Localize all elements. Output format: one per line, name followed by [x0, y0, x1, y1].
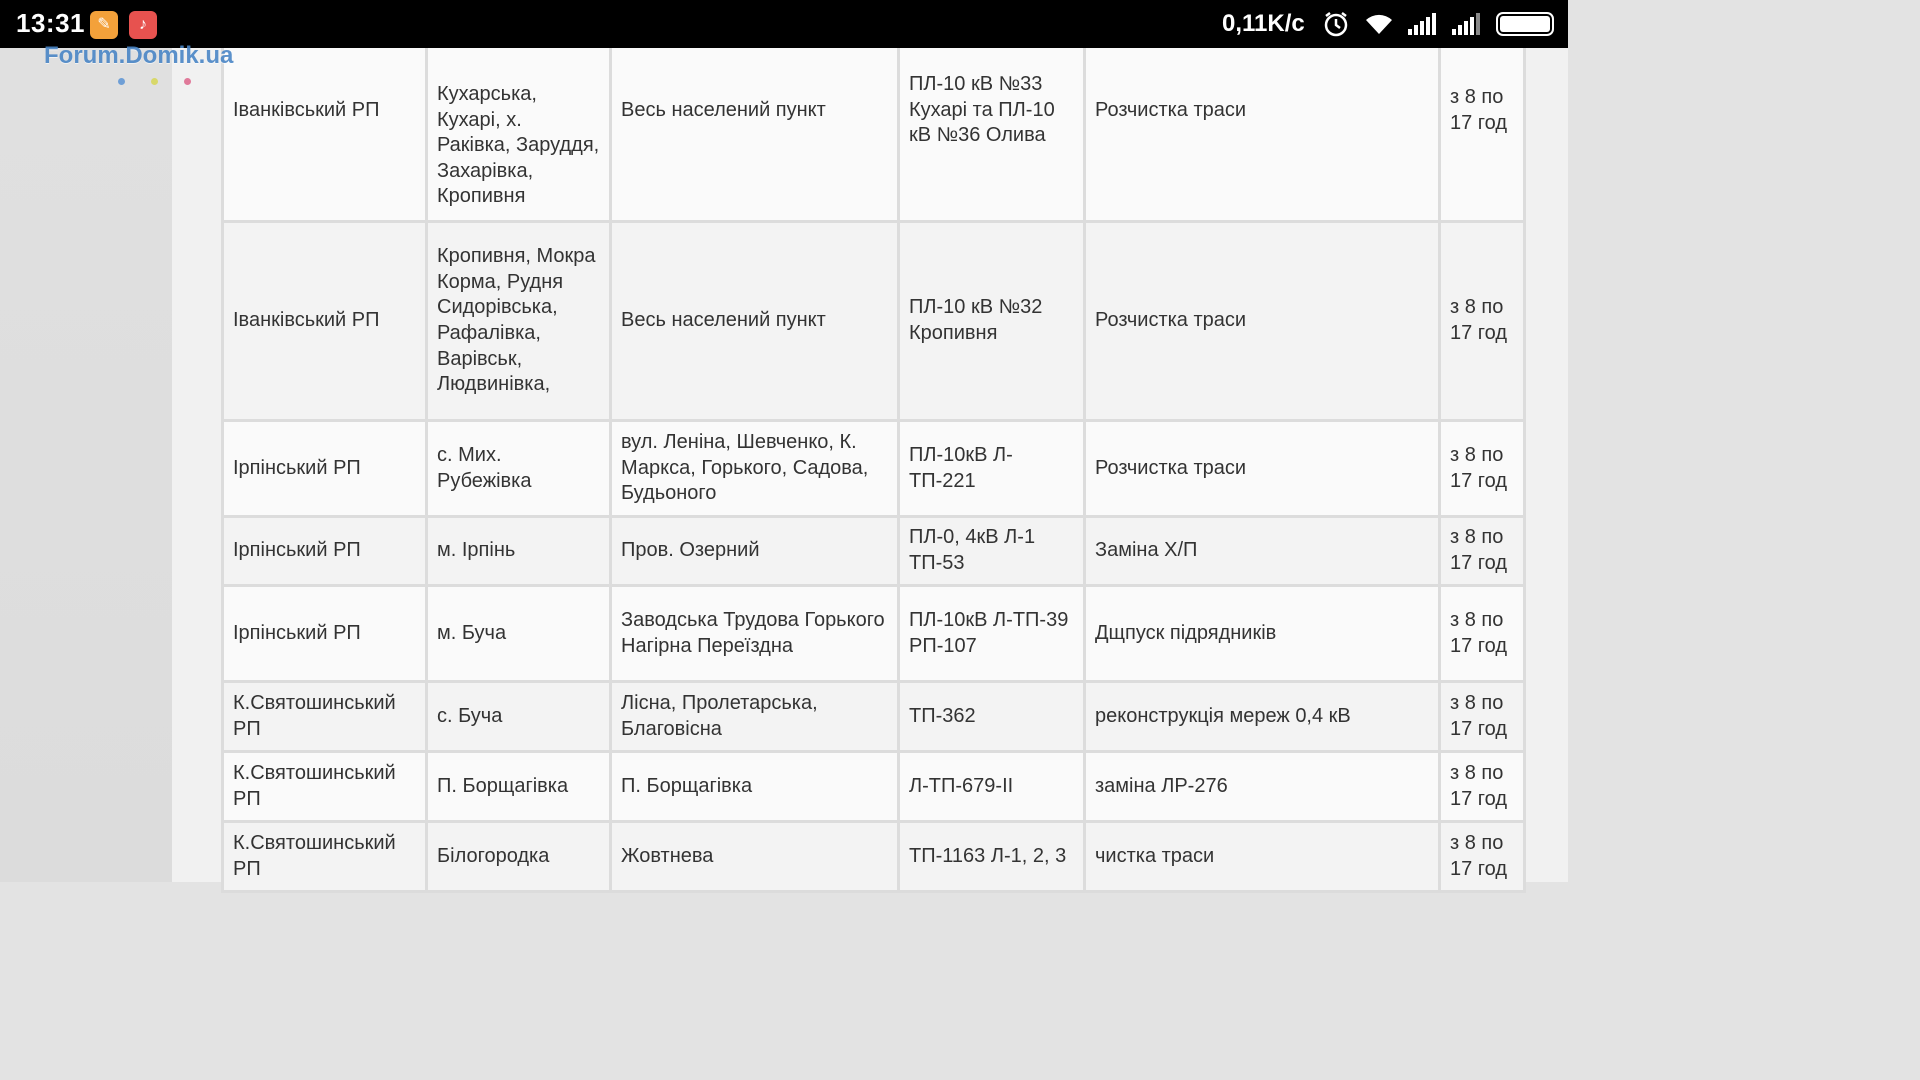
table-cell-streets: Пров. Озерний: [612, 518, 897, 584]
watermark-dots: [118, 72, 217, 90]
table-cell-line: ПЛ-10кВ Л-ТП-221: [900, 422, 1083, 515]
table-cell-settlement: Білогородка: [428, 823, 609, 890]
signal-icon: [1452, 13, 1484, 40]
table-cell-time: з 8 по 17 год: [1441, 518, 1523, 584]
table-cell-time: з 8 по 17 год: [1441, 223, 1523, 419]
table-cell-district: Ірпінський РП: [224, 422, 425, 515]
signal-icon: [1408, 13, 1440, 40]
table-row: [224, 518, 1523, 584]
table-cell-time: з 8 по 17 год: [1441, 753, 1523, 820]
table-cell-line: ПЛ-10 кВ №33 Кухарі та ПЛ-10 кВ №36 Олива: [900, 1, 1083, 220]
network-speed: 0,11K/c: [1222, 10, 1305, 37]
table-cell-work: Розчистка траси: [1086, 422, 1438, 515]
table-cell-streets: Жовтнева: [612, 823, 897, 890]
table-cell-district: К.Святошинський РП: [224, 823, 425, 890]
watermark-logo: Forum.Domik.ua: [44, 42, 234, 69]
table-cell-line: ПЛ-10кВ Л-ТП-39 РП-107: [900, 587, 1083, 680]
table-cell-settlement: с. Буча: [428, 683, 609, 750]
table-cell-settlement: м. Буча: [428, 587, 609, 680]
table-row: [224, 823, 1523, 890]
watermark-dot: [151, 78, 158, 85]
table-row: [224, 223, 1523, 419]
table-row: [224, 422, 1523, 515]
table-cell-streets: Весь населений пункт: [612, 223, 897, 419]
table-cell-streets: Весь населений пункт: [612, 1, 897, 220]
app-notification-icon: ♪: [129, 11, 157, 39]
table-cell-streets: вул. Леніна, Шевченко, К. Маркса, Горького, Садова, Будьоного: [612, 422, 897, 515]
alarm-icon: [1322, 10, 1350, 43]
table-cell-line: ПЛ-10 кВ №32 Кропивня: [900, 223, 1083, 419]
table-cell-settlement: с. Мих. Рубежівка: [428, 422, 609, 515]
table-cell-work: чистка траси: [1086, 823, 1438, 890]
table-row: [224, 753, 1523, 820]
watermark-dot: [118, 78, 125, 85]
app-notification-icon: ✎: [90, 11, 118, 39]
table-cell-work: Розчистка траси: [1086, 1, 1438, 220]
table-cell-district: К.Святошинський РП: [224, 753, 425, 820]
table-row: [224, 587, 1523, 680]
table-cell-work: Заміна Х/П: [1086, 518, 1438, 584]
table-cell-work: заміна ЛР-276: [1086, 753, 1438, 820]
table-cell-line: ПЛ-0, 4кВ Л-1 ТП-53: [900, 518, 1083, 584]
table-cell-district: Ірпінський РП: [224, 587, 425, 680]
table-cell-time: з 8 по 17 год: [1441, 1, 1523, 220]
table-cell-time: з 8 по 17 год: [1441, 823, 1523, 890]
table-cell-settlement: Кухарська, Кухарі, х. Ракiвка, Заруддя, Захарівка, Кропивня: [428, 1, 609, 220]
table-cell-streets: Лісна, Пролетарська, Благовісна: [612, 683, 897, 750]
table-cell-line: ТП-1163 Л-1, 2, 3: [900, 823, 1083, 890]
table-cell-district: Ірпінський РП: [224, 518, 425, 584]
table-cell-work: реконструкція мереж 0,4 кВ: [1086, 683, 1438, 750]
status-bar: [0, 0, 1568, 48]
left-gutter: [0, 48, 172, 882]
watermark-dot: [184, 78, 191, 85]
table-cell-time: з 8 по 17 год: [1441, 683, 1523, 750]
outage-schedule-table: [221, 0, 1526, 893]
battery-icon: [1496, 12, 1554, 36]
table-cell-district: К.Святошинський РП: [224, 683, 425, 750]
table-cell-time: з 8 по 17 год: [1441, 422, 1523, 515]
table-cell-streets: П. Борщагівка: [612, 753, 897, 820]
table-cell-settlement: Кропивня, Мокра Корма, Рудня Сидорівська, Рафалівка, Варівськ, Людвинівка,: [428, 223, 609, 419]
table-cell-district: Іванківський РП: [224, 1, 425, 220]
table-cell-line: Л-ТП-679-ІІ: [900, 753, 1083, 820]
table-cell-time: з 8 по 17 год: [1441, 587, 1523, 680]
table-cell-streets: Заводська Трудова Горького Нагірна Переїздна: [612, 587, 897, 680]
table-cell-work: Розчистка траси: [1086, 223, 1438, 419]
table-cell-district: Іванківський РП: [224, 223, 425, 419]
status-time: 13:31: [16, 8, 85, 38]
table-cell-work: Дщпуск підрядників: [1086, 587, 1438, 680]
table-cell-settlement: П. Борщагівка: [428, 753, 609, 820]
table-cell-line: ТП-362: [900, 683, 1083, 750]
table-row: [224, 683, 1523, 750]
wifi-icon: [1364, 12, 1394, 41]
table-cell-settlement: м. Ірпінь: [428, 518, 609, 584]
